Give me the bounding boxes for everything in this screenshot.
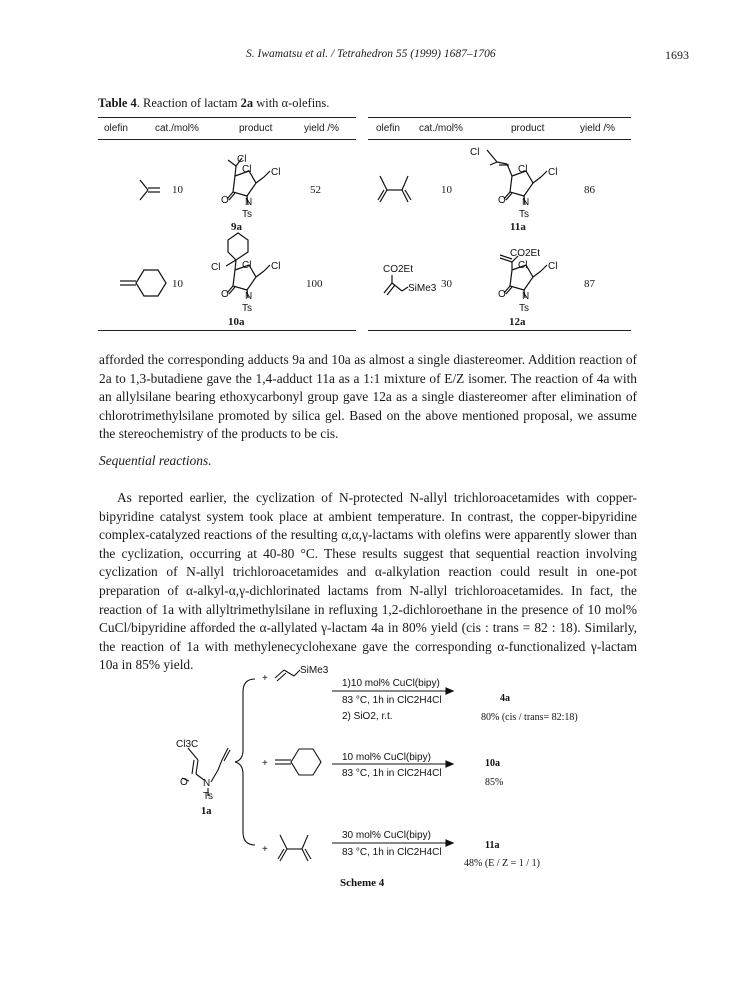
atom-cl-10a-b: Cl (242, 260, 252, 271)
atom-n-9a: N (245, 197, 253, 208)
atom-cl-10a-c: Cl (271, 261, 281, 272)
atom-cl-11a-c: Cl (548, 167, 558, 178)
row1-yield-right: 86 (584, 184, 595, 196)
cond3-mid: 83 °C, 1h in ClC2H4Cl (342, 847, 442, 858)
compound-label-11a: 11a (510, 221, 526, 233)
atom-o-12a: O (498, 289, 506, 300)
col-header-yield-left: yield /% (304, 123, 340, 134)
row1-yield-left: 52 (310, 184, 321, 196)
row2-cat-left: 10 (172, 278, 183, 290)
atom-ts-11a: Ts (519, 209, 529, 220)
atom-ts-12a: Ts (519, 303, 529, 314)
atom-n-1a: N (203, 778, 211, 789)
atom-n-10a: N (245, 291, 253, 302)
scheme-allylsilane (275, 670, 300, 681)
atom-o-11a: O (498, 195, 506, 206)
cond1-bottom: 2) SiO2, r.t. (342, 711, 393, 722)
scheme-brace (235, 679, 255, 845)
atom-cl-12a-b: Cl (518, 260, 528, 271)
row2-yield-left: 100 (306, 278, 323, 290)
atom-cl-9a-b: Cl (242, 164, 252, 175)
result-10a: 85% (485, 777, 504, 788)
atom-ts-9a: Ts (242, 209, 252, 220)
result-4a: 80% (cis / trans= 82:18) (481, 712, 578, 723)
atom-co2et-12a: CO2Et (510, 248, 541, 259)
plus-1: + (262, 673, 268, 684)
scheme-caption: Scheme 4 (340, 877, 385, 889)
cond2-top: 10 mol% CuCl(bipy) (342, 752, 431, 763)
col-header-olefin-right: olefin (376, 123, 400, 134)
col-header-product-left: product (239, 123, 273, 134)
atom-o-1a: O (180, 777, 188, 788)
atom-n-12a: N (522, 291, 530, 302)
col-header-olefin-left: olefin (104, 123, 128, 134)
section-heading: Sequential reactions. (99, 453, 212, 468)
atom-co2et-olefin: CO2Et (383, 264, 414, 275)
table-caption-compound: 2a (240, 96, 254, 110)
running-head: S. Iwamatsu et al. / Tetrahedron 55 (1999) 1687–1706 (246, 48, 496, 60)
atom-cl-11a-a: Cl (470, 147, 480, 158)
body-paragraph-1: afforded the corresponding adducts 9a and 10a as almost a single diastereomer. Addition reaction of 2a to 1,3-butadiene gave the 1,4-adduct 11a as a 1:1 mixture of E/Z isomer. The reaction of 4a with an allylsilane bearing ethoxycarbonyl group gave 12a as a single diastereomer after elimination of chlorotrimethylsilane promoted by silica gel. Based on the above mentioned proposal, we assume the stereochemistry of the products to be cis. (99, 352, 637, 442)
table-caption-suffix: with α-olefins. (253, 96, 330, 110)
scheme-label-1a: 1a (201, 806, 212, 817)
scheme-butadiene (278, 835, 311, 861)
product-4a: 4a (500, 693, 510, 704)
cond1-top: 1)10 mol% CuCl(bipy) (342, 678, 440, 689)
atom-cl-11a-b: Cl (518, 164, 528, 175)
product-11a: 11a (485, 840, 500, 851)
table-caption-text: . Reaction of lactam (136, 96, 241, 110)
body-paragraph-2: As reported earlier, the cyclization of N-protected N-allyl trichloroacetamides with copper-bipyridine catalyst system took place at ambient temperature. In contrast, the copper-bipyridine complex-catalyzed reactions of the resulting α,α,γ-lactams with olefins were apparently slower than the cyclization, occurring at 40-80 °C. These results suggest that sequential reaction involving cyclization of N-allyl trichloroacetamides and α-alkylation reaction could result in one-pot preparation of α-alkyl-α,γ-dichlorinated lactams from N-allyl trichloroacetamides. In fact, the reaction of 1a with allyltrimethylsilane in refluxing 1,2-dichloroethane in the presence of 10 mol% CuCl/bipyridine afforded the α-allylated γ-lactam 4a in 80% yield (cis : trans = 82 : 18). Similarly, the reaction of 1a with methylenecyclohexane gave the corresponding α-functionalized γ-lactam 10a in 85% yield. (99, 490, 637, 673)
compound-label-10a: 10a (228, 316, 245, 328)
col-header-product-right: product (511, 123, 545, 134)
atom-n-11a: N (522, 197, 530, 208)
plus-3: + (262, 844, 268, 855)
compound-label-9a: 9a (231, 221, 242, 233)
product-10a: 10a (485, 758, 500, 769)
row2-cat-right: 30 (441, 278, 452, 290)
row1-cat-right: 10 (441, 184, 452, 196)
cond1-mid: 83 °C, 1h in ClC2H4Cl (342, 695, 442, 706)
col-header-cat-right: cat./mol% (419, 123, 463, 134)
reagent-sime3: SiMe3 (300, 665, 329, 676)
atom-ts-1a: Ts (203, 791, 213, 802)
row2-yield-right: 87 (584, 278, 595, 290)
row1-cat-left: 10 (172, 184, 183, 196)
cond2-mid: 83 °C, 1h in ClC2H4Cl (342, 768, 442, 779)
result-11a: 48% (E / Z = 1 / 1) (464, 858, 540, 869)
atom-cl-9a-a: Cl (237, 154, 247, 165)
col-header-yield-right: yield /% (580, 123, 616, 134)
plus-2: + (262, 758, 268, 769)
atom-cl-9a-c: Cl (271, 167, 281, 178)
scheme-methylenecyclohexane (275, 749, 321, 775)
atom-ccl3: Cl3C (176, 739, 199, 750)
atom-o-10a: O (221, 289, 229, 300)
atom-cl-10a-a: Cl (211, 262, 221, 273)
atom-sime3-olefin: SiMe3 (408, 283, 437, 294)
compound-label-12a: 12a (509, 316, 526, 328)
col-header-cat-left: cat./mol% (155, 123, 199, 134)
atom-o-9a: O (221, 195, 229, 206)
atom-ts-10a: Ts (242, 303, 252, 314)
atom-cl-12a-c: Cl (548, 261, 558, 272)
page-number: 1693 (665, 48, 689, 62)
cond3-top: 30 mol% CuCl(bipy) (342, 830, 431, 841)
table-caption-prefix: Table 4 (98, 96, 137, 110)
